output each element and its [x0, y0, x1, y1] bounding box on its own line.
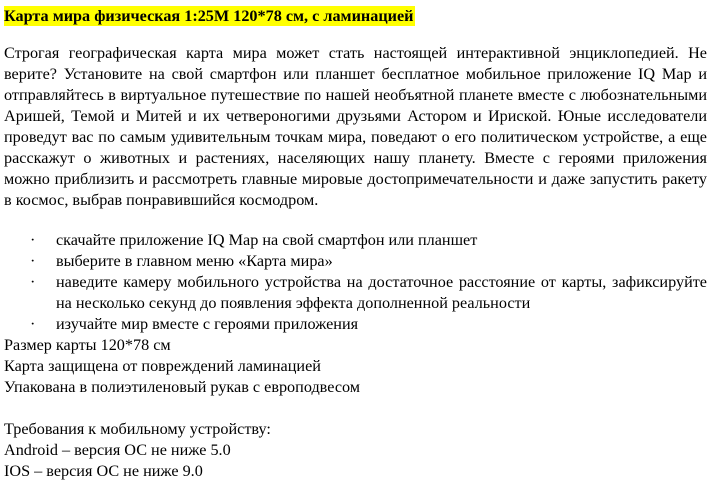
step-text: выберите в главном меню «Карта мира»: [56, 252, 333, 270]
requirement-ios: IOS – версия ОС не ниже 9.0: [4, 462, 203, 480]
list-item: [4, 230, 707, 251]
spec-size: Размер карты 120*78 см: [4, 336, 171, 354]
bullet-marker: ·: [30, 273, 36, 291]
steps-list: [4, 230, 707, 335]
list-item: [4, 251, 707, 272]
step-text: изучайте мир вместе с героями приложения: [56, 315, 359, 333]
list-item: [4, 272, 707, 314]
requirements-heading: Требования к мобильному устройству:: [4, 420, 271, 438]
requirement-android: Android – версия ОС не ниже 5.0: [4, 441, 231, 459]
product-description: [4, 6, 707, 482]
spec-packaging: Упакована в полиэтиленовый рукав с европодвесом: [4, 378, 361, 396]
list-item: [4, 314, 707, 335]
spec-protection: Карта защищена от повреждений ламинацией: [4, 357, 321, 375]
product-title: Карта мира физическая 1:25М 120*78 см, с ламинацией: [4, 7, 414, 25]
step-text: скачайте приложение IQ Map на свой смартфон или планшет: [56, 231, 478, 249]
bullet-marker: ·: [30, 252, 36, 270]
step-text: наведите камеру мобильного устройства на достаточное расстояние от карты, зафиксируйте на несколько секунд до появления эффекта дополненной реальности: [56, 273, 707, 312]
title-line: [4, 6, 707, 27]
bullet-marker: ·: [30, 315, 36, 333]
intro-paragraph: Строгая географическая карта мира может стать настоящей интерактивной энциклопедией. Не верите? Установите на свой смартфон или планшет бесплатное мобильное приложение IQ Map и отправляйтесь в виртуальное путешествие по нашей необъятной планете вместе с любознательными Аришей, Темой и Митей и их четвероногими друзьями Астором и Ириской. Юные исследователи проведут вас по самым удивительным точкам мира, поведают о его политическом устройстве, а еще расскажут о животных и растениях, населяющих нашу планету. Вместе с героями приложения можно приблизить и рассмотреть главные мировые достопримечательности и даже запустить ракету в космос, выбрав понравившийся космодром.: [4, 44, 707, 209]
bullet-marker: ·: [30, 231, 36, 249]
